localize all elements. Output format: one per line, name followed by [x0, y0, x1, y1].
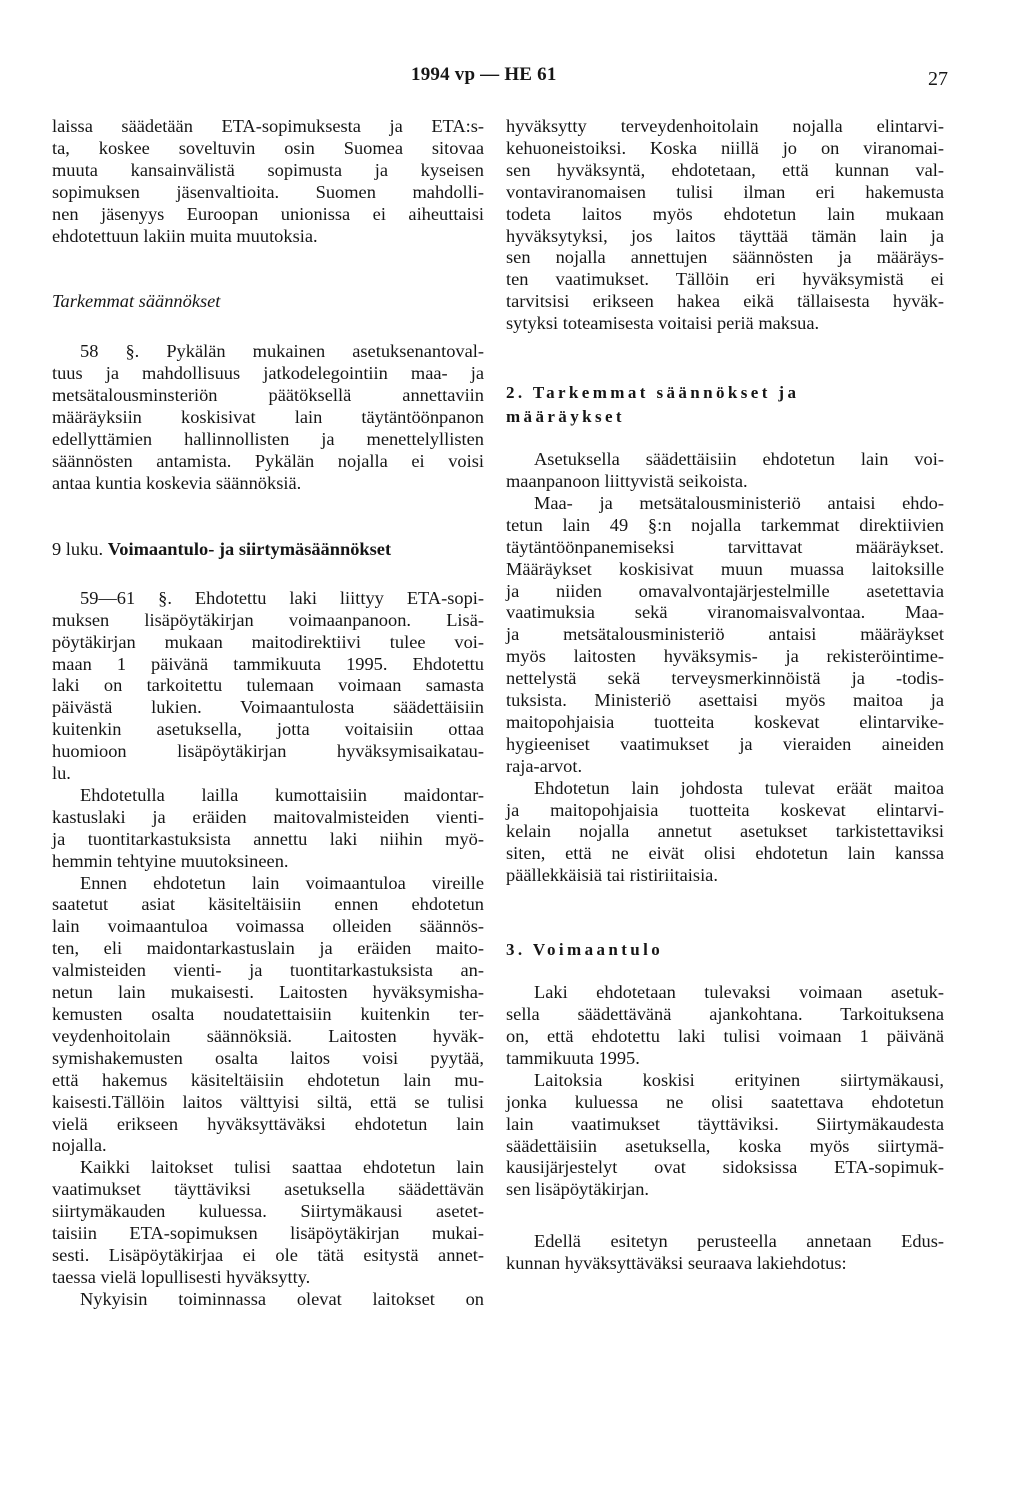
text-line: maan 1 päivänä tammikuuta 1995. Ehdotettu: [52, 653, 484, 674]
text-line: säädettäisiin asetuksella, koska myös siirtymä-: [506, 1135, 944, 1156]
text-line: symishakemusten osalta laitos voisi pyytää,: [52, 1047, 484, 1068]
text-line: ja tuontitarkastuksista annettu laki niihin myö-: [52, 828, 484, 849]
text-line: ta, koskee soveltuvin osin Suomea sitovaa: [52, 137, 484, 158]
text-line: päällekkäisiä tai ristiriitaisia.: [506, 865, 718, 886]
text-line: kastuslaki ja eräiden maitovalmisteiden vienti-: [52, 806, 484, 827]
text-line: 59—61 §. Ehdotettu laki liittyy ETA-sopi-: [80, 587, 484, 608]
paragraph: [52, 116, 484, 247]
right-column: [506, 116, 944, 1275]
text-line: lain voimaantuloa voimassa olleiden säännös-: [52, 916, 484, 937]
text-line: tetun lain 49 §:n nojalla tarkemmat direktiivien: [506, 514, 944, 535]
text-line: kunnan hyväksyttäväksi seuraava lakiehdotus:: [506, 1253, 847, 1274]
text-line: siirtymäkauden kuluessa. Siirtymäkausi asetet-: [52, 1201, 484, 1222]
text-line: tuksista. Ministeriö asettaisi myös maitoa ja: [506, 690, 944, 711]
text-line: hyväksytyksi, jos laitos täyttää tämän lain ja: [506, 225, 944, 246]
text-line: nen jäsenyys Euroopan unionissa ei aiheuttaisi: [52, 203, 484, 224]
text-line: vielä erikseen hyväksyttäväksi ehdotetun lain: [52, 1113, 484, 1134]
text-line: myös laitosten hyväksymis- ja rekisteröintime-: [506, 646, 944, 667]
text-line: muuta kansainvälistä sopimusta ja kyseisen: [52, 159, 484, 180]
text-line: päivästä lukien. Voimaantulosta säädettäisiin: [52, 697, 484, 718]
text-line: netun lain mukaisesti. Laitosten hyväksymisha-: [52, 982, 484, 1003]
text-line: huomioon lisäpöytäkirjan hyväksymisaikatau-: [52, 741, 484, 762]
text-line: Laki ehdotetaan tulevaksi voimaan asetuk-: [534, 982, 944, 1003]
text-line: maitopohjaisia tuotteita koskevat elintarvike-: [506, 711, 944, 732]
text-line: että hakemus käsiteltäisiin ehdotetun lain mu-: [52, 1069, 484, 1090]
text-line: tarvitsisi erikseen hakea eikä tällaisesta hyväk-: [506, 291, 944, 312]
text-line: nettelystä sekä terveysmerkinnöistä ja -todis-: [506, 668, 944, 689]
text-line: tammikuuta 1995.: [506, 1047, 640, 1068]
text-line: ten, eli maidontarkastuslain ja eräiden maito-: [52, 938, 484, 959]
text-line: hemmin tehtyine muutoksineen.: [52, 850, 289, 871]
text-line: valmisteiden vienti- ja tuontitarkastuksista an-: [52, 960, 484, 981]
page-header: [0, 64, 1024, 94]
section-heading-line: määräykset: [506, 407, 625, 427]
paragraph: [52, 785, 484, 873]
paragraph: [506, 493, 944, 778]
text-line: maanpanoon liittyvistä seikoista.: [506, 470, 748, 491]
text-line: kuitenkin asetuksella, jotta voitaisiin ottaa: [52, 719, 484, 740]
text-line: laki on tarkoitettu tulemaan voimaan samasta: [52, 675, 484, 696]
text-line: Ehdotetulla lailla kumottaisiin maidontar-: [80, 784, 484, 805]
text-line: siten, että ne eivät olisi ehdotetun lain kanssa: [506, 843, 944, 864]
paragraph: [52, 341, 484, 494]
chapter-heading: [52, 538, 484, 560]
text-line: Nykyisin toiminnassa olevat laitokset on: [80, 1288, 484, 1309]
left-column: [52, 116, 484, 1311]
text-line: kemusten osalta noudatettaisiin kuitenkin ter-: [52, 1004, 484, 1024]
text-line: sopimuksen jäsenvaltioita. Suomen mahdolli-: [52, 181, 484, 202]
paragraph: [506, 1231, 944, 1275]
document-reference: 1994 vp — HE 61: [411, 64, 557, 85]
paragraph: [52, 873, 484, 1158]
subheading: Tarkemmat säännökset: [52, 291, 221, 312]
paragraph: [506, 982, 944, 1070]
text-line: edellyttämien hallinnollisten ja menettelyllisten: [52, 429, 484, 450]
text-line: ja maitopohjaisia tuotteita koskevat elintarvi-: [506, 799, 944, 820]
text-line: kausijärjestelyt ovat sidoksissa ETA-sopimuk-: [506, 1157, 944, 1178]
text-line: lu.: [52, 763, 71, 784]
text-line: Laitoksia koskisi erityinen siirtymäkausi,: [534, 1069, 944, 1090]
text-line: täytäntöönpanemiseksi tarvittavat määräykset.: [506, 536, 944, 557]
text-line: muksen lisäpöytäkirjan voimaanpanoon. Lisä-: [52, 609, 484, 630]
text-line: Maa- ja metsätalousministeriö antaisi ehdo-: [534, 492, 944, 513]
text-line: sen lisäpöytäkirjan.: [506, 1179, 650, 1200]
text-line: taessa vielä lopullisesti hyväksytty.: [52, 1266, 311, 1287]
page-number: 27: [928, 68, 948, 90]
text-line: metsätalousminsteriön päätöksellä annettaviin: [52, 385, 484, 406]
text-line: 58 §. Pykälän mukainen asetuksenantoval-: [80, 341, 484, 362]
text-line: sytyksi toteamisesta voitaisi periä maksua.: [506, 313, 820, 334]
text-line: vontaviranomaisen tulisi ilman eri hakemusta: [506, 181, 944, 202]
paragraph: [506, 1070, 944, 1201]
text-line: todeta laitos myös ehdotetun lain mukaan: [506, 203, 944, 224]
text-line: sen hyväksyntä, ehdotetaan, että kunnan val-: [506, 159, 944, 180]
text-line: ja metsätalousministeriö antaisi määräykset: [506, 624, 944, 645]
text-line: ten vaatimukset. Tällöin eri hyväksymistä ei: [506, 269, 944, 290]
text-line: laissa säädetään ETA-sopimuksesta ja ETA:s-: [52, 116, 484, 136]
text-line: kelain nojalla annetut asetukset tarkistettaviksi: [506, 821, 944, 842]
section-heading-line: 2. Tarkemmat säännökset ja: [506, 383, 800, 403]
text-line: Asetuksella säädettäisiin ehdotetun lain voi-: [534, 449, 944, 470]
paragraph: [52, 1289, 484, 1311]
section-heading-3: 3. Voimaantulo: [506, 940, 664, 960]
text-line: ja niiden omavalvontajärjestelmille asetettavia: [506, 580, 944, 601]
text-line: säännösten antamista. Pykälän nojalla ei voisi: [52, 450, 484, 471]
text-line: Määräykset koskisivat muun muassa laitoksille: [506, 558, 944, 579]
text-line: sella säädettävänä ajankohtana. Tarkoituksena: [506, 1004, 944, 1025]
text-line: hyväksytty terveydenhoitolain nojalla elintarvi-: [506, 116, 944, 136]
text-line: tuus ja mahdollisuus jatkodelegointiin maa- ja: [52, 363, 484, 384]
text-line: määräyksiin koskisivat lain täytäntöönpanon: [52, 407, 484, 428]
text-line: Ennen ehdotetun lain voimaantuloa vireille: [80, 872, 484, 893]
text-line: saatetut asiat käsiteltäisiin ennen ehdotetun: [52, 894, 484, 915]
text-line: Kaikki laitokset tulisi saattaa ehdotetun lain: [80, 1157, 484, 1178]
paragraph: [506, 778, 944, 888]
text-line: nojalla.: [52, 1135, 107, 1156]
paragraph: [52, 588, 484, 785]
text-line: vaatimuksia sekä viranomaisvalvontaa. Maa-: [506, 602, 944, 623]
paragraph: [52, 1157, 484, 1288]
text-line: veydenhoitolain säännöksiä. Laitosten hyväk-: [52, 1025, 484, 1046]
text-line: sen nojalla annettujen säännösten ja määräys-: [506, 247, 944, 268]
text-line: sesti. Lisäpöytäkirjaa ei ole tätä esitystä annet-: [52, 1244, 484, 1265]
text-line: on, että ehdotettu laki tulisi voimaan 1 päivänä: [506, 1026, 944, 1046]
paragraph: [506, 116, 944, 335]
chapter-number: 9 luku.: [52, 538, 104, 559]
text-line: jonka kuluessa ne olisi saatettava ehdotetun: [506, 1091, 944, 1112]
chapter-title: Voimaantulo- ja siirtymäsäännökset: [107, 538, 392, 559]
text-line: kaisesti.Tällöin laitos välttyisi siltä, että se tulisi: [52, 1091, 484, 1112]
text-line: Ehdotetun lain johdosta tulevat eräät maitoa: [534, 777, 944, 798]
text-line: raja-arvot.: [506, 755, 583, 776]
paragraph: [506, 449, 944, 493]
text-line: taisiin ETA-sopimuksen lisäpöytäkirjan mukai-: [52, 1223, 484, 1244]
text-line: hygieeniset vaatimukset ja vieraiden aineiden: [506, 733, 944, 754]
text-line: kehuoneistoiksi. Koska niillä jo on viranomai-: [506, 137, 944, 158]
text-line: Edellä esitetyn perusteella annetaan Edus-: [534, 1231, 944, 1252]
text-line: vaatimukset täyttäviksi asetuksella säädettävän: [52, 1179, 484, 1200]
text-line: lain vaatimukset täyttäviksi. Siirtymäkaudesta: [506, 1113, 944, 1134]
text-line: pöytäkirjan mukaan maitodirektiivi tulee voi-: [52, 631, 484, 652]
text-line: ehdotettuun lakiin muita muutoksia.: [52, 225, 318, 246]
section-heading-2: [506, 381, 944, 429]
text-line: antaa kuntia koskevia säännöksiä.: [52, 472, 302, 493]
